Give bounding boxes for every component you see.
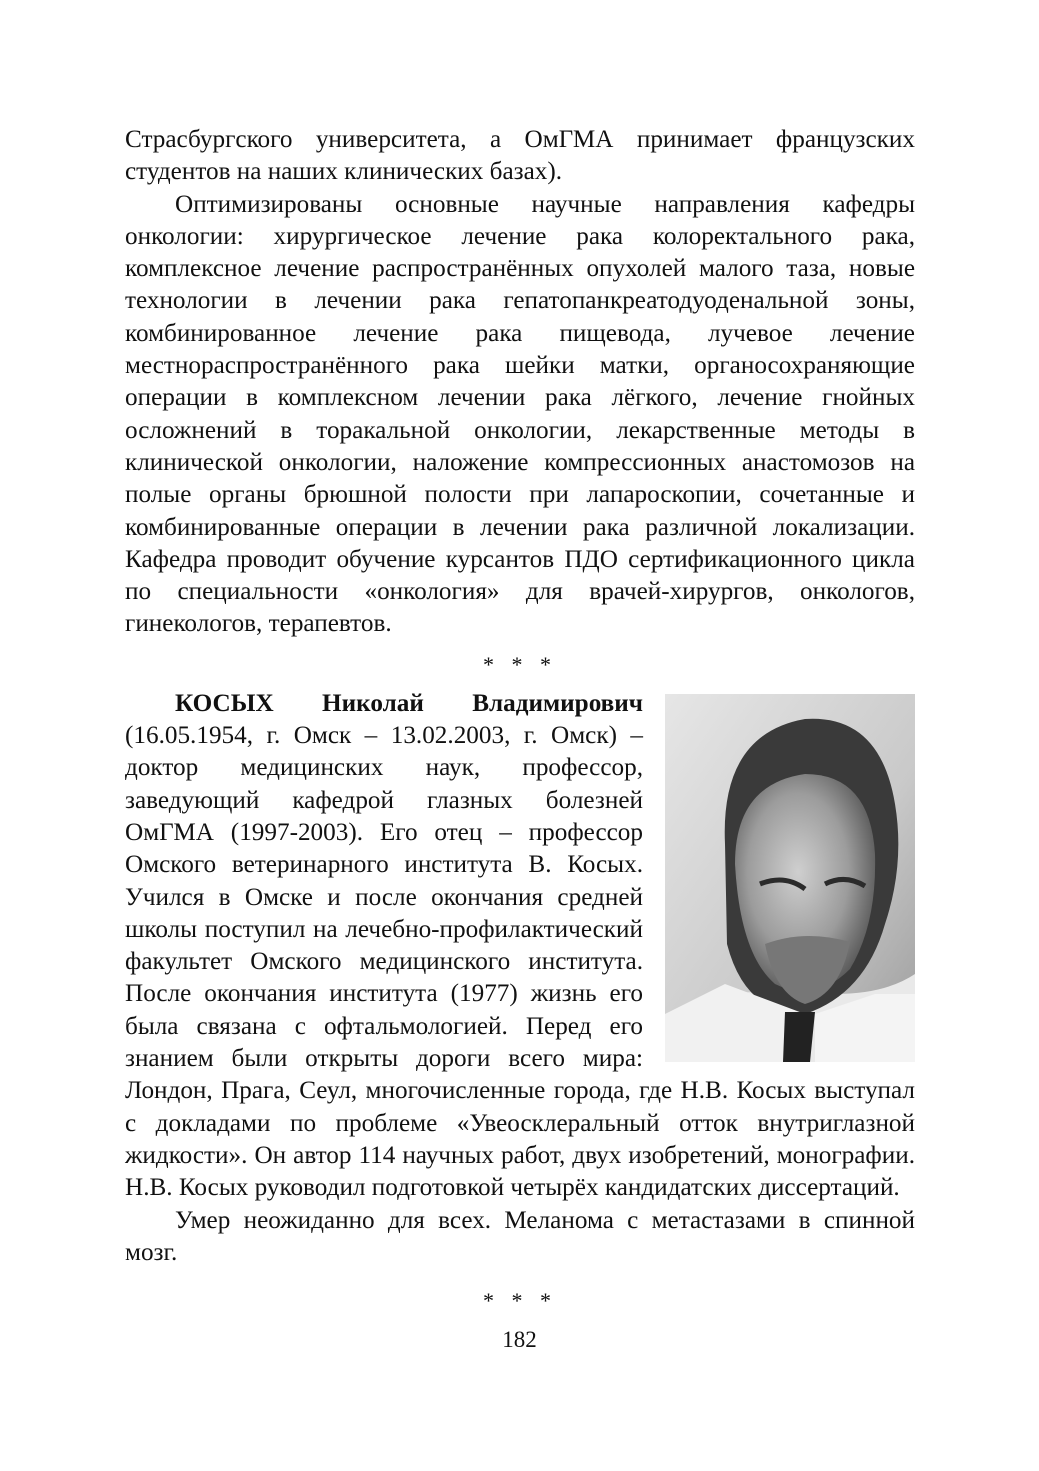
death-paragraph: Умер неожиданно для всех. Меланома с метастазами в спинной мозг. xyxy=(125,1206,915,1266)
research-directions-paragraph: Оптимизированы основные научные направления кафедры онкологии: хирургическое лечение рака колоректального рака, комплексное лечение распространённых опухолей малого таза, новые технологии в лечении рака гепатопанкреатодуоденальной зоны, комбинированное лечение рака пищевода, лучевое лечение местнораспространённого рака шейки матки, органосохраняющие операции в комплексном лечении рака лёгкого, лечение гнойных осложнений в торакальной онкологии, лекарственные методы в клинической онкологии, наложение компрессионных анастомозов на полые органы брюшной полости при лапароскопии, сочетанные и комбинированные операции в лечении рака различной локализации. Кафедра проводит обучение курсантов ПДО сертификационного цикла по специальности «онкология» для врачей-хирургов, онкологов, гинекологов, терапевтов. xyxy=(125,190,915,638)
portrait-image xyxy=(665,694,915,1062)
portrait-photo xyxy=(665,694,915,1062)
section-separator: * * * xyxy=(483,651,557,677)
biography-name xyxy=(125,688,643,720)
biography-section xyxy=(125,688,915,1269)
patronymic: Владимирович xyxy=(472,689,643,717)
page-number: 182 xyxy=(502,1327,537,1352)
first-name: Николай xyxy=(322,689,424,717)
page-content xyxy=(125,124,915,1319)
surname: КОСЫХ xyxy=(175,689,274,717)
biography-text: (16.05.1954, г. Омск – 13.02.2003, г. Омск) – доктор медицинских наук, профессор, заведующий кафедрой глазных болезней ОмГМА (1997-2003). Его отец – профессор Омского ветеринарного института В. Косых. Учился в Омске и после окончания средней школы поступил на лечебно-профилактический факультет Омского медицинского института. После окончания института (1977) жизнь его была связана с офтальмологией. Перед его знанием были открыты дороги всего мира: Лондон, Прага, Сеул, многочисленные города, где Н.В. Косых выступал с докладами по проблеме «Увеосклеральный отток внутриглазной жидкости». Он автор 114 научных работ, двух изобретений, монографии. Н.В. Косых руководил подготовкой четырёх кандидатских диссертаций. xyxy=(125,722,915,1202)
section-separator-end: * * * xyxy=(483,1288,557,1314)
continued-paragraph: Страсбургского университета, а ОмГМА принимает французских студентов на наших клинических базах). xyxy=(125,126,915,186)
